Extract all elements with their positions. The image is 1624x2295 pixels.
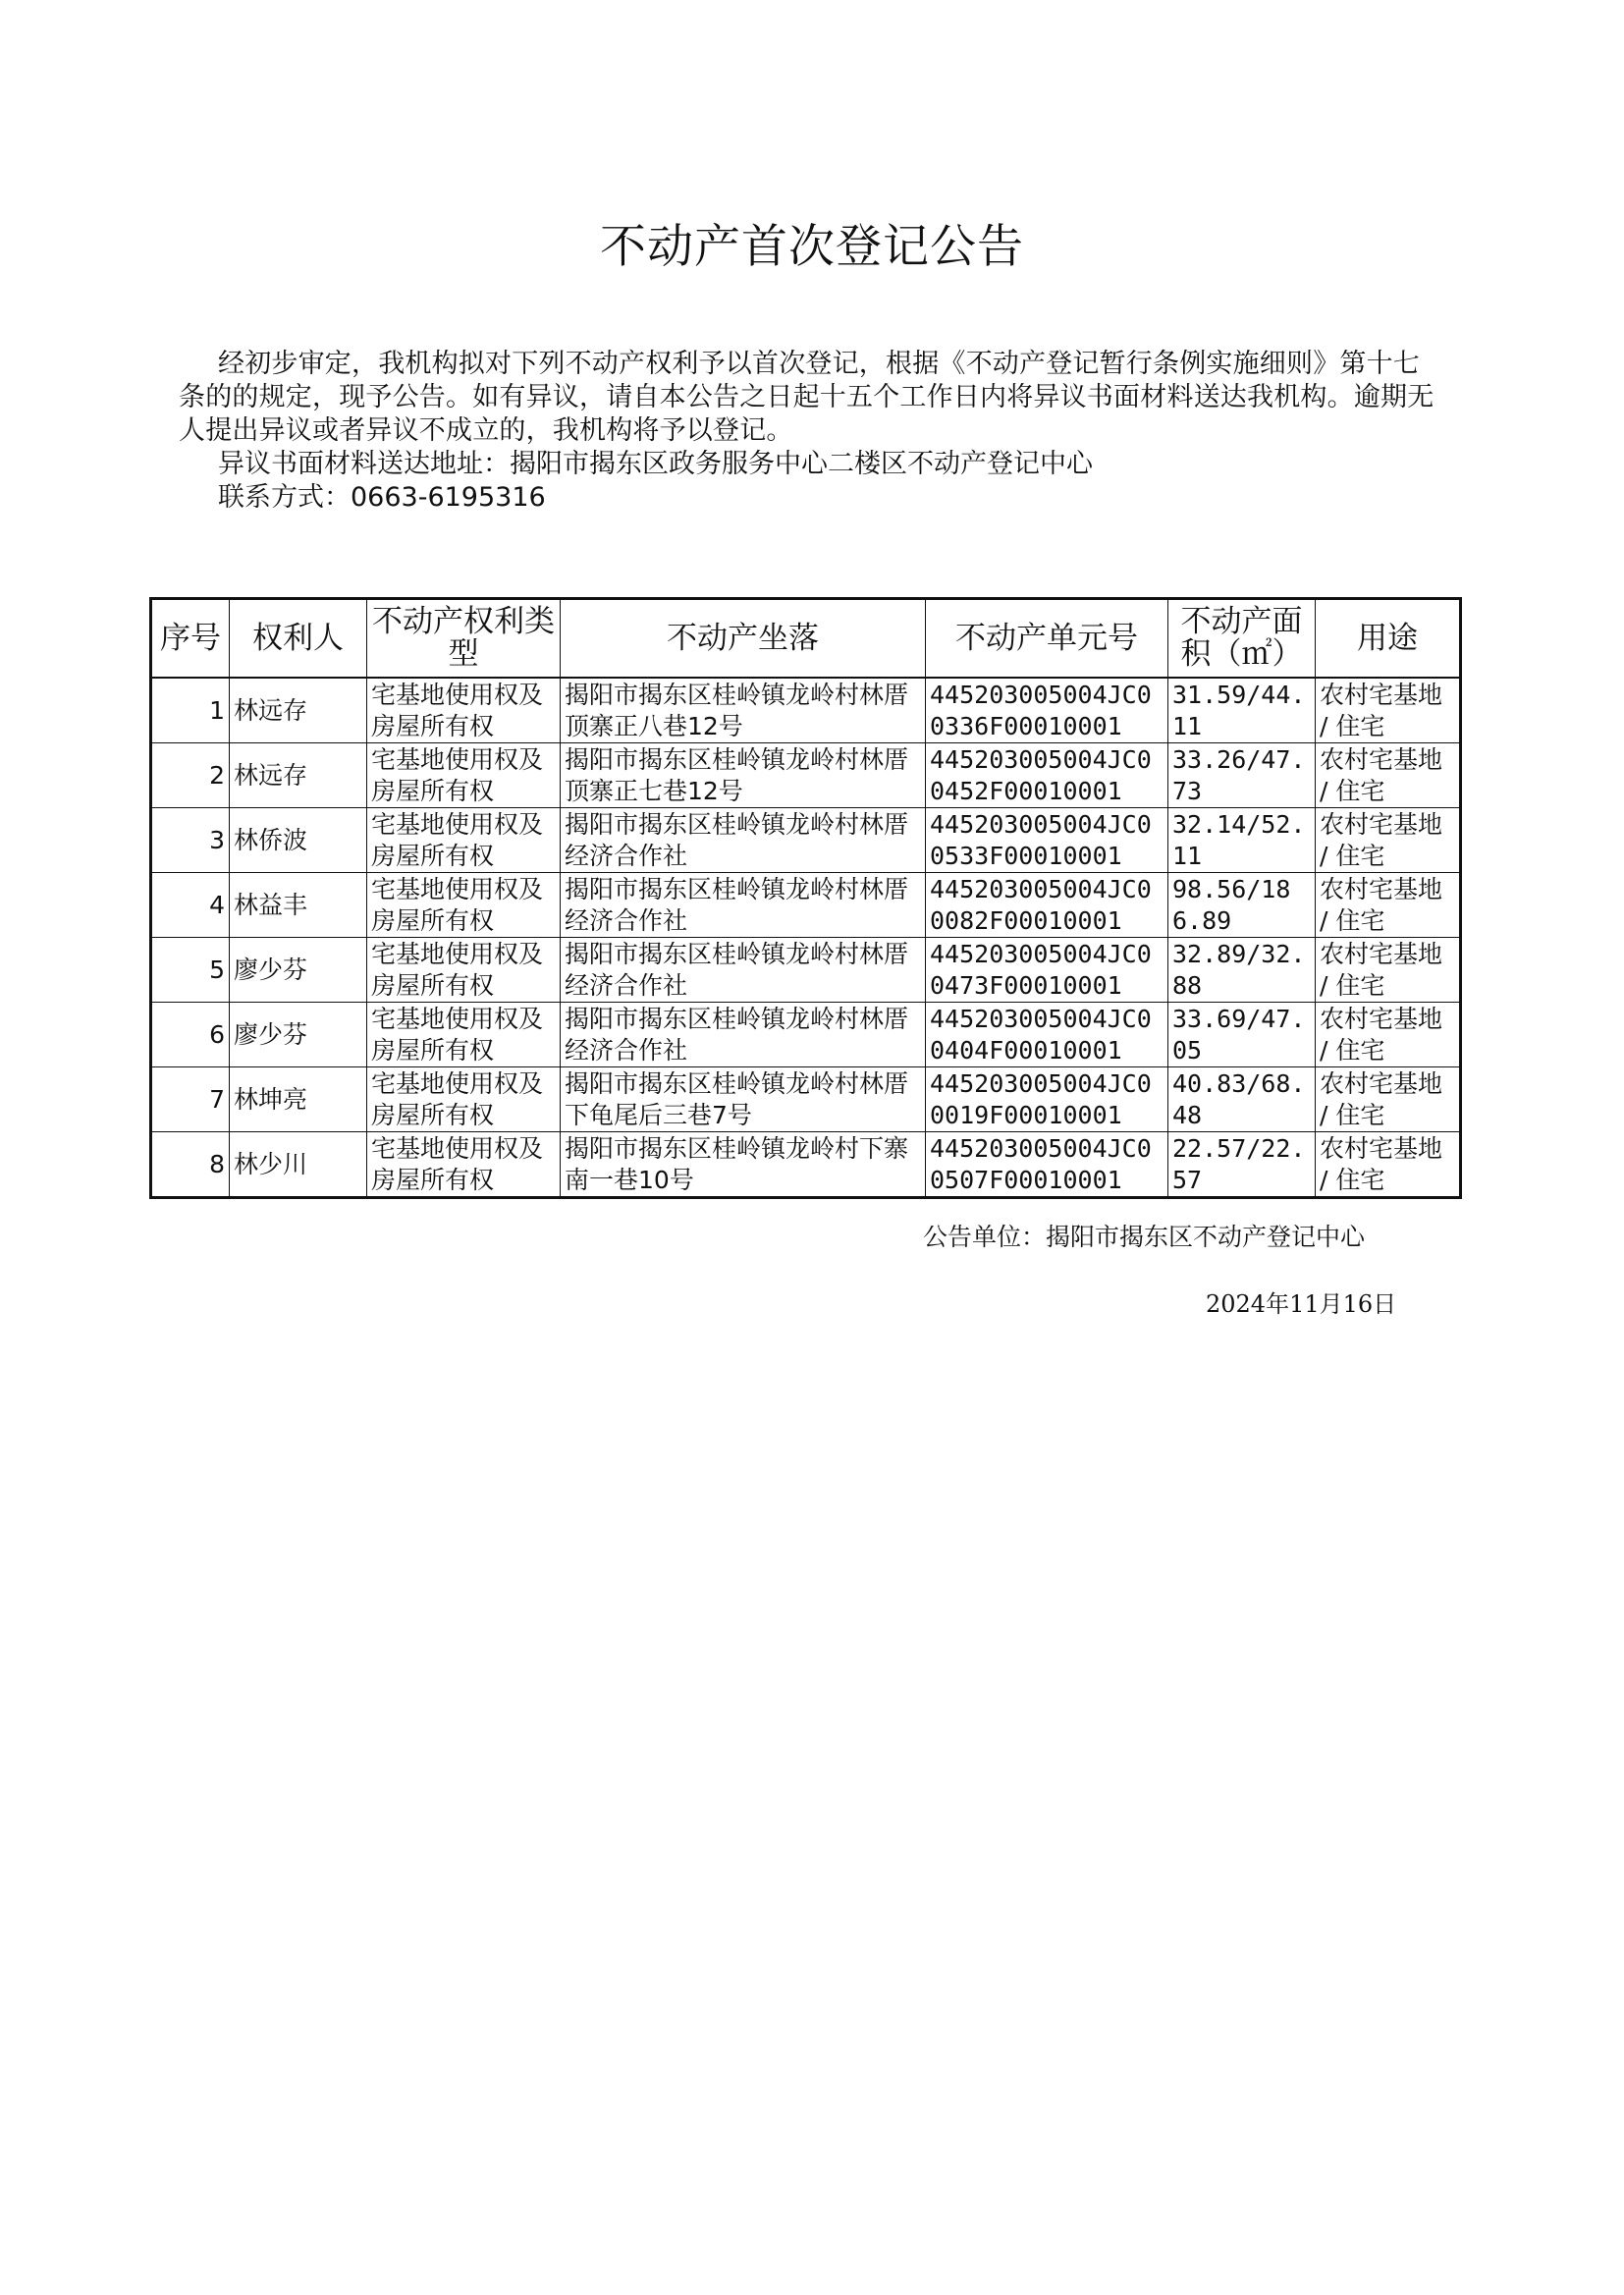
table-row bbox=[151, 873, 1461, 938]
table-row bbox=[151, 678, 1461, 743]
cell-owner: 林侨波 bbox=[230, 808, 367, 873]
cell-location: 揭阳市揭东区桂岭镇龙岭村林厝经济合作社 bbox=[561, 873, 926, 938]
table-row bbox=[151, 1067, 1461, 1132]
cell-seq: 1 bbox=[151, 678, 230, 743]
cell-area: 33.69/47.05 bbox=[1168, 1003, 1316, 1067]
cell-right-type: 宅基地使用权及房屋所有权 bbox=[367, 873, 561, 938]
cell-right-type: 宅基地使用权及房屋所有权 bbox=[367, 808, 561, 873]
cell-unit-number: 445203005004JC00452F00010001 bbox=[926, 743, 1168, 808]
header-owner: 权利人 bbox=[230, 599, 367, 679]
cell-seq: 6 bbox=[151, 1003, 230, 1067]
cell-owner: 廖少芬 bbox=[230, 938, 367, 1003]
intro-paragraph: 经初步审定，我机构拟对下列不动产权利予以首次登记，根据《不动产登记暂行条例实施细则》第十七条的的规定，现予公告。如有异议，请自本公告之日起十五个工作日内将异议书面材料送达我机构。逾期无人提出异议或者异议不成立的，我机构将予以登记。 bbox=[179, 349, 1435, 446]
cell-location: 揭阳市揭东区桂岭镇龙岭村林厝经济合作社 bbox=[561, 808, 926, 873]
cell-right-type: 宅基地使用权及房屋所有权 bbox=[367, 743, 561, 808]
cell-area: 31.59/44.11 bbox=[1168, 678, 1316, 743]
cell-owner: 廖少芬 bbox=[230, 1003, 367, 1067]
cell-area: 32.89/32.88 bbox=[1168, 938, 1316, 1003]
cell-location: 揭阳市揭东区桂岭镇龙岭村林厝顶寨正七巷12号 bbox=[561, 743, 926, 808]
cell-owner: 林少川 bbox=[230, 1132, 367, 1198]
cell-usage: 农村宅基地 / 住宅 bbox=[1316, 1132, 1461, 1198]
notice-body bbox=[179, 348, 1435, 515]
cell-owner: 林坤亮 bbox=[230, 1067, 367, 1132]
objection-address: 异议书面材料送达地址：揭阳市揭东区政务服务中心二楼区不动产登记中心 bbox=[218, 449, 1093, 479]
cell-location: 揭阳市揭东区桂岭镇龙岭村下寨南一巷10号 bbox=[561, 1132, 926, 1198]
table-row bbox=[151, 938, 1461, 1003]
registration-table bbox=[149, 597, 1462, 1199]
cell-usage: 农村宅基地 / 住宅 bbox=[1316, 938, 1461, 1003]
cell-usage: 农村宅基地 / 住宅 bbox=[1316, 808, 1461, 873]
cell-right-type: 宅基地使用权及房屋所有权 bbox=[367, 1067, 561, 1132]
cell-usage: 农村宅基地 / 住宅 bbox=[1316, 1067, 1461, 1132]
cell-usage: 农村宅基地 / 住宅 bbox=[1316, 1003, 1461, 1067]
cell-seq: 7 bbox=[151, 1067, 230, 1132]
cell-right-type: 宅基地使用权及房屋所有权 bbox=[367, 938, 561, 1003]
issuing-unit: 公告单位：揭阳市揭东区不动产登记中心 bbox=[923, 1223, 1366, 1251]
cell-unit-number: 445203005004JC00019F00010001 bbox=[926, 1067, 1168, 1132]
table-header-row bbox=[151, 599, 1461, 679]
notice-date: 2024年11月16日 bbox=[1206, 1290, 1397, 1318]
cell-location: 揭阳市揭东区桂岭镇龙岭村林厝经济合作社 bbox=[561, 938, 926, 1003]
table-row bbox=[151, 1003, 1461, 1067]
cell-area: 22.57/22.57 bbox=[1168, 1132, 1316, 1198]
cell-unit-number: 445203005004JC00507F00010001 bbox=[926, 1132, 1168, 1198]
cell-unit-number: 445203005004JC00336F00010001 bbox=[926, 678, 1168, 743]
cell-unit-number: 445203005004JC00473F00010001 bbox=[926, 938, 1168, 1003]
cell-location: 揭阳市揭东区桂岭镇龙岭村林厝顶寨正八巷12号 bbox=[561, 678, 926, 743]
header-location: 不动产坐落 bbox=[561, 599, 926, 679]
cell-seq: 2 bbox=[151, 743, 230, 808]
cell-owner: 林远存 bbox=[230, 678, 367, 743]
cell-usage: 农村宅基地 / 住宅 bbox=[1316, 743, 1461, 808]
cell-location: 揭阳市揭东区桂岭镇龙岭村林厝下龟尾后三巷7号 bbox=[561, 1067, 926, 1132]
cell-area: 40.83/68.48 bbox=[1168, 1067, 1316, 1132]
contact-info: 联系方式：0663-6195316 bbox=[218, 482, 546, 513]
cell-area: 32.14/52.11 bbox=[1168, 808, 1316, 873]
cell-right-type: 宅基地使用权及房屋所有权 bbox=[367, 678, 561, 743]
cell-location: 揭阳市揭东区桂岭镇龙岭村林厝经济合作社 bbox=[561, 1003, 926, 1067]
header-area: 不动产面积（㎡） bbox=[1168, 599, 1316, 679]
cell-owner: 林远存 bbox=[230, 743, 367, 808]
header-right-type: 不动产权利类型 bbox=[367, 599, 561, 679]
cell-area: 98.56/186.89 bbox=[1168, 873, 1316, 938]
table-row bbox=[151, 1132, 1461, 1198]
cell-usage: 农村宅基地 / 住宅 bbox=[1316, 678, 1461, 743]
page-title: 不动产首次登记公告 bbox=[600, 220, 1024, 274]
cell-area: 33.26/47.73 bbox=[1168, 743, 1316, 808]
cell-seq: 5 bbox=[151, 938, 230, 1003]
cell-unit-number: 445203005004JC00082F00010001 bbox=[926, 873, 1168, 938]
header-usage: 用途 bbox=[1316, 599, 1461, 679]
cell-unit-number: 445203005004JC00533F00010001 bbox=[926, 808, 1168, 873]
cell-right-type: 宅基地使用权及房屋所有权 bbox=[367, 1003, 561, 1067]
cell-seq: 4 bbox=[151, 873, 230, 938]
header-seq: 序号 bbox=[151, 599, 230, 679]
table-row bbox=[151, 743, 1461, 808]
table-row bbox=[151, 808, 1461, 873]
cell-unit-number: 445203005004JC00404F00010001 bbox=[926, 1003, 1168, 1067]
cell-seq: 3 bbox=[151, 808, 230, 873]
header-unit-number: 不动产单元号 bbox=[926, 599, 1168, 679]
cell-right-type: 宅基地使用权及房屋所有权 bbox=[367, 1132, 561, 1198]
cell-owner: 林益丰 bbox=[230, 873, 367, 938]
cell-usage: 农村宅基地 / 住宅 bbox=[1316, 873, 1461, 938]
cell-seq: 8 bbox=[151, 1132, 230, 1198]
